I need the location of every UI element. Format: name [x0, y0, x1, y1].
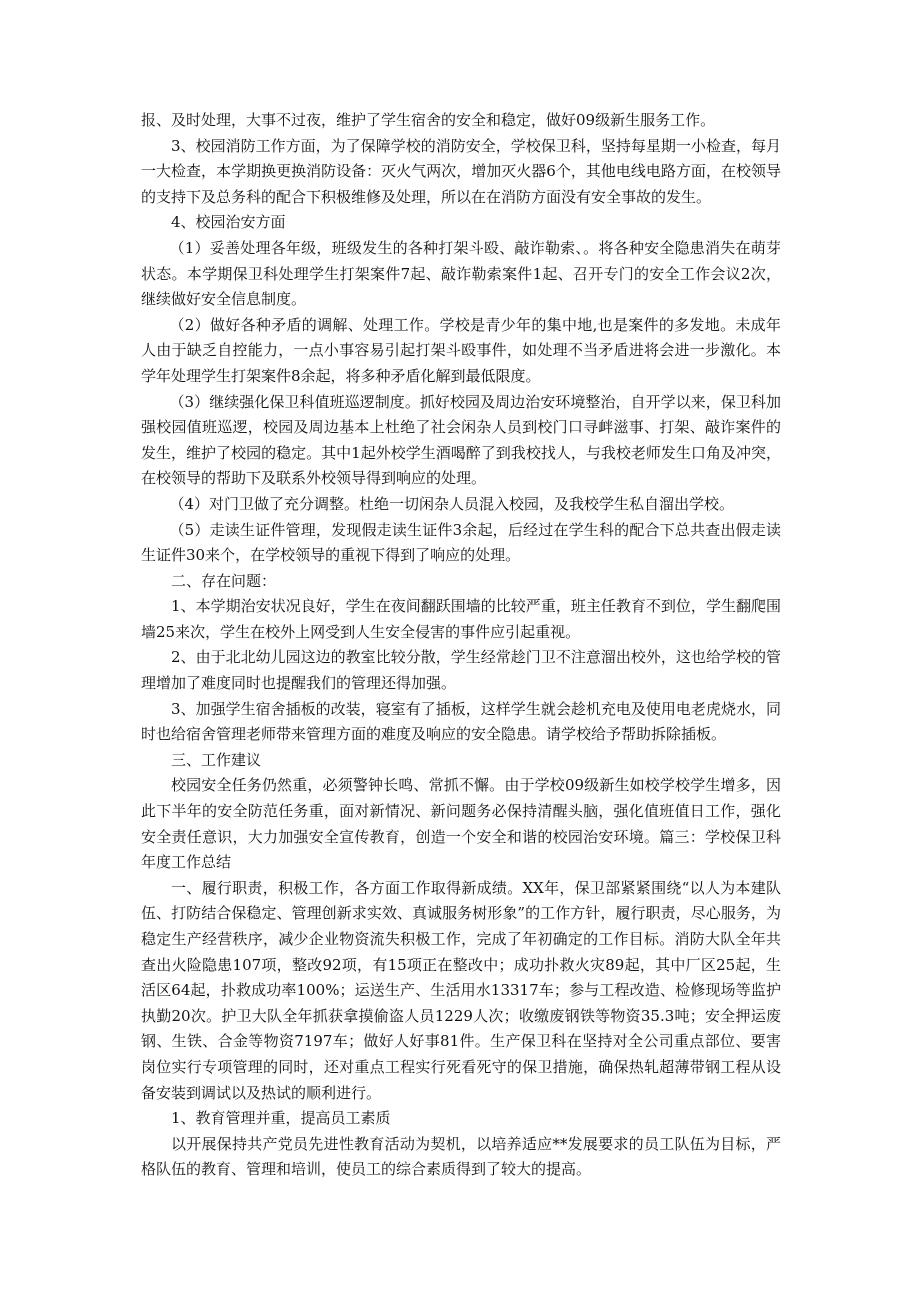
paragraph-fire-safety: 3、校园消防工作方面，为了保障学校的消防安全，学校保卫科，坚持每星期一小检查，每月一大检查，本学期换更换消防设备：灭火气两次，增加灭火器6个，其他电线电路方面，在校领导的支持下及总务科的配合下积极维修及处理，所以在在消防方面没有安全事故的发生。	[141, 136, 781, 206]
paragraph-annual-summary: 一、履行职责，积极工作，各方面工作取得新成绩。XX年，保卫部紧紧围绕“以人为本建队伍、打防结合保稳定、管理创新求实效、真诚服务树形象”的工作方针，履行职责，尽心服务，为稳定生产经营秩序，减少企业物资流失积极工作，完成了年初确定的工作目标。消防大队全年共查出火险隐患107项，整改92项，有15项正在整改中；成功扑救火灾89起，其中厂区25起，生活区64起，扑救成功率100%；运送生产、生活用水13317车；参与工程改造、检修现场等监护执勤20次。护卫大队全年抓获拿摸偷盗人员1229人次；收缴废钢铁等物资35.3吨；安全押运废钢、生铁、合金等物资7197车；做好人好事81件。生产保卫科在坚持对全公司重点部位、要害岗位实行专项管理的同时，还对重点工程实行死看死守的保卫措施，确保热轧超薄带钢工程从设备安装到调试以及热试的顺利进行。	[141, 878, 781, 1102]
paragraph-education-management: 以开展保持共产党员先进性教育活动为契机，以培养适应**发展要求的员工队伍为目标，严格队伍的教育、管理和培训，使员工的综合素质得到了较大的提高。	[141, 1134, 781, 1179]
paragraph-problem-2: 2、由于北北幼儿园这边的教室比较分散，学生经常趁门卫不注意溜出校外，这也给学校的管理增加了难度同时也提醒我们的管理还得加强。	[141, 648, 781, 693]
paragraph-item-1: （1）妥善处理各年级，班级发生的各种打架斗殴、敲诈勒索、。将各种安全隐患消失在萌芽状态。本学期保卫科处理学生打架案件7起、敲诈勒索案件1起、召开专门的安全工作会议2次，继续做好安全信息制度。	[141, 238, 781, 309]
heading-education-management: 1、教育管理并重，提高员工素质	[171, 1109, 391, 1128]
paragraph-item-3: （3）继续强化保卫科值班巡逻制度。抓好校园及周边治安环境整治，自开学以来，保卫科加强校园值班巡逻，校园及周边基本上杜绝了社会闲杂人员到校门口寻衅滋事、打架、敲诈案件的发生，维护了校园的稳定。其中1起外校学生酒喝醉了到我校找人，与我校老师发生口角及冲突，在校领导的帮助下及联系外校领导得到响应的处理。	[141, 392, 781, 488]
paragraph-suggestions: 校园安全任务仍然重，必须警钟长鸣、常抓不懈。由于学校09级新生如校学校学生增多，因此下半年的安全防范任务重，面对新情况、新问题务必保持清醒头脑，强化值班值日工作，强化安全责任意识，大力加强安全宣传教育，创造一个安全和谐的校园治安环境。篇三：学校保卫科年度工作总结	[141, 776, 781, 872]
paragraph-item-2: （2）做好各种矛盾的调解、处理工作。学校是青少年的集中地,也是案件的多发地。未成年人由于缺乏自控能力，一点小事容易引起打架斗殴事件，如处理不当矛盾进将会进一步激化。本学年处理学生打架案件8余起，将多种矛盾化解到最低限度。	[141, 315, 781, 385]
paragraph-item-5: （5）走读生证件管理，发现假走读生证件3余起，后经过在学生科的配合下总共查出假走读生证件30来个，在学校领导的重视下得到了响应的处理。	[141, 520, 781, 565]
heading-campus-security: 4、校园治安方面	[171, 213, 286, 232]
paragraph-problem-1: 1、本学期治安状况良好，学生在夜间翻跃围墙的比较严重，班主任教育不到位，学生翻爬围墙25来次，学生在校外上网受到人生安全侵害的事件应引起重视。	[141, 597, 781, 641]
heading-existing-problems: 二、存在问题：	[171, 571, 277, 590]
heading-work-suggestions: 三、工作建议	[171, 750, 262, 769]
paragraph-item-4: （4）对门卫做了充分调整。杜绝一切闲杂人员混入校园，及我校学生私自溜出学校。	[169, 494, 735, 513]
paragraph-problem-3: 3、加强学生宿舍插板的改装，寝室有了插板，这样学生就会趁机充电及使用电老虎烧水，同时也给宿舍管理老师带来管理方面的难度及响应的安全隐患。请学校给予帮助拆除插板。	[141, 699, 781, 744]
paragraph-continuation: 报、及时处理，大事不过夜，维护了学生宿舍的安全和稳定，做好09级新生服务工作。	[141, 111, 716, 129]
document-body	[141, 108, 781, 1183]
